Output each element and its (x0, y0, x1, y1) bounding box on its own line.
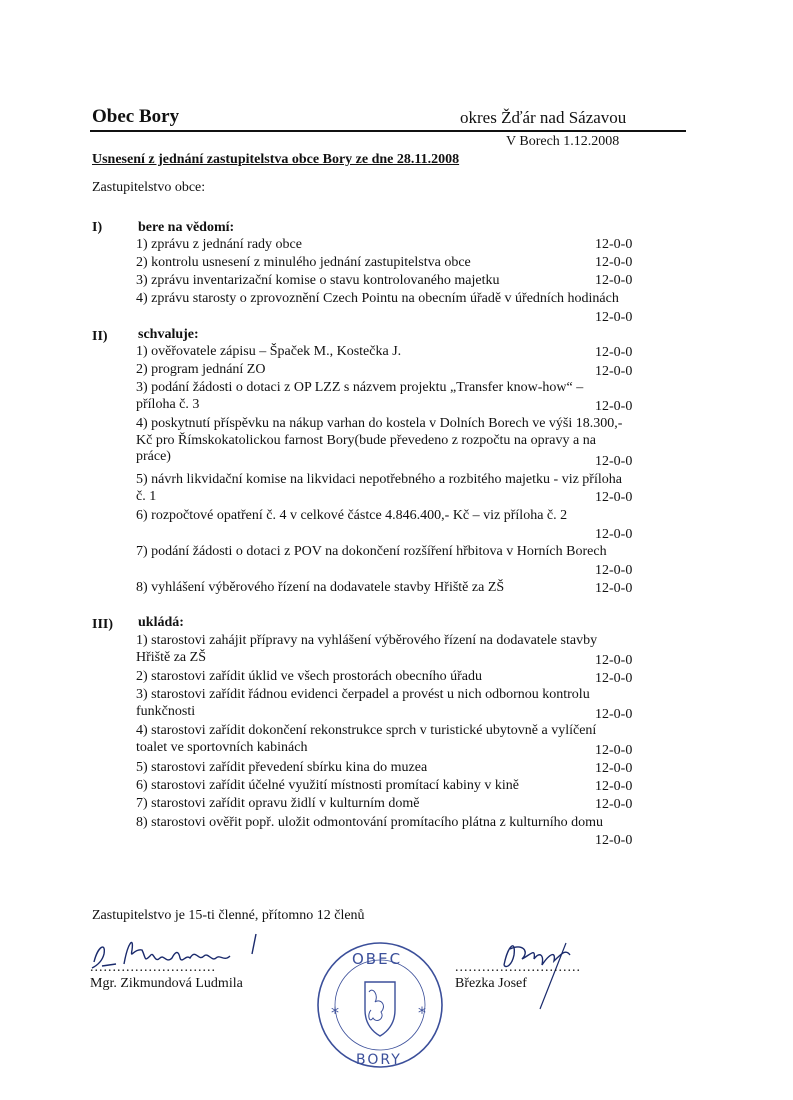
vote-result: 12-0-0 (595, 490, 633, 505)
section-heading: bere na vědomí: (138, 220, 235, 235)
list-item: 1) ověřovatele zápisu – Špaček M., Kostečka J. (136, 344, 402, 359)
vote-result: 12-0-0 (595, 273, 633, 288)
list-item: 4) starostovi zařídit dokončení rekonstrukce sprch v turistické ubytovně a vylíčení toalet ve sportovních kabinách (136, 723, 597, 755)
vote-result: 12-0-0 (595, 255, 633, 270)
list-item: 8) vyhlášení výběrového řízení na dodavatele stavby Hřiště za ZŠ (136, 580, 505, 595)
list-item: 4) zprávu starosty o zprovoznění Czech Pointu na obecním úřadě v úředních hodinách (136, 291, 619, 306)
vote-result: 12-0-0 (595, 581, 633, 596)
vote-result: 12-0-0 (595, 671, 633, 686)
place-date: V Borech 1.12.2008 (506, 134, 620, 149)
vote-result: 12-0-0 (595, 707, 633, 722)
section-numeral: III) (92, 617, 114, 632)
list-item: 4) poskytnutí příspěvku na nákup varhan do kostela v Dolních Borech ve výši 18.300,- Kč pro Římskokatolickou farnost Bory(bude převedeno z rozpočtu na opravy a na práce) (136, 416, 623, 464)
list-item: 5) starostovi zařídit převedení sbírku kina do muzea (136, 760, 428, 775)
vote-result: 12-0-0 (595, 653, 633, 668)
list-item: 1) zprávu z jednání rady obce (136, 237, 302, 252)
section-heading: schvaluje: (138, 327, 199, 342)
list-item: 5) návrh likvidační komise na likvidaci nepotřebného a rozbitého majetku - viz příloha č. 1 (136, 472, 622, 504)
list-item: 2) program jednání ZO (136, 362, 266, 377)
municipality-name: Obec Bory (92, 106, 180, 127)
svg-text:*: * (418, 1003, 426, 1022)
section-numeral: I) (92, 220, 103, 235)
intro-text: Zastupitelstvo obce: (92, 180, 206, 195)
list-item: 8) starostovi ověřit popř. uložit odmontování promítacího plátna z kulturního domu (136, 815, 603, 830)
attendance-note: Zastupitelstvo je 15-ti členné, přítomno 12 členů (92, 908, 365, 923)
signer-right-name: Březka Josef (455, 976, 527, 991)
vote-result: 12-0-0 (595, 743, 633, 758)
vote-result: 12-0-0 (595, 833, 633, 848)
list-item: 2) kontrolu usnesení z minulého jednání zastupitelstva obce (136, 255, 471, 270)
signature-line-left: ............................ (90, 960, 216, 975)
vote-result: 12-0-0 (595, 364, 633, 379)
vote-result: 12-0-0 (595, 310, 633, 325)
list-item: 1) starostovi zahájit přípravy na vyhlášení výběrového řízení na dodavatele stavby Hřiště za ZŠ (136, 633, 598, 665)
vote-result: 12-0-0 (595, 345, 633, 360)
vote-result: 12-0-0 (595, 797, 633, 812)
vote-result: 12-0-0 (595, 399, 633, 414)
list-item: 3) podání žádosti o dotaci z OP LZZ s názvem projektu „Transfer know-how“ – příloha č. 3 (136, 380, 584, 412)
vote-result: 12-0-0 (595, 563, 633, 578)
list-item: 6) starostovi zařídit účelné využití místnosti promítací kabiny v kině (136, 778, 519, 793)
list-item: 7) starostovi zařídit opravu židlí v kulturním domě (136, 796, 420, 811)
list-item: 7) podání žádosti o dotaci z POV na dokončení rozšíření hřbitova v Horních Borech (136, 544, 607, 559)
signer-left-name: Mgr. Zikmundová Ludmila (90, 976, 243, 991)
vote-result: 12-0-0 (595, 454, 633, 469)
list-item: 6) rozpočtové opatření č. 4 v celkové částce 4.846.400,- Kč – viz příloha č. 2 (136, 508, 568, 523)
signature-line-right: ............................ (455, 960, 581, 975)
stamp-top-text: OBEC (352, 950, 403, 968)
vote-result: 12-0-0 (595, 761, 633, 776)
section-numeral: II) (92, 329, 108, 344)
vote-result: 12-0-0 (595, 779, 633, 794)
vote-result: 12-0-0 (595, 527, 633, 542)
list-item: 3) zprávu inventarizační komise o stavu kontrolovaného majetku (136, 273, 500, 288)
list-item: 2) starostovi zařídit úklid ve všech prostorách obecního úřadu (136, 669, 483, 684)
svg-text:*: * (331, 1003, 339, 1022)
district-name: okres Žďár nad Sázavou (460, 108, 627, 127)
list-item: 3) starostovi zařídit řádnou evidenci čerpadel a provést u nich odbornou kontrolu funkčnosti (136, 687, 590, 719)
vote-result: 12-0-0 (595, 237, 633, 252)
document-title: Usnesení z jednání zastupitelstva obce Bory ze dne 28.11.2008 (92, 152, 460, 167)
header-divider (90, 130, 686, 132)
stamp-bottom-text: BORY (356, 1052, 402, 1068)
section-heading: ukládá: (138, 615, 184, 630)
